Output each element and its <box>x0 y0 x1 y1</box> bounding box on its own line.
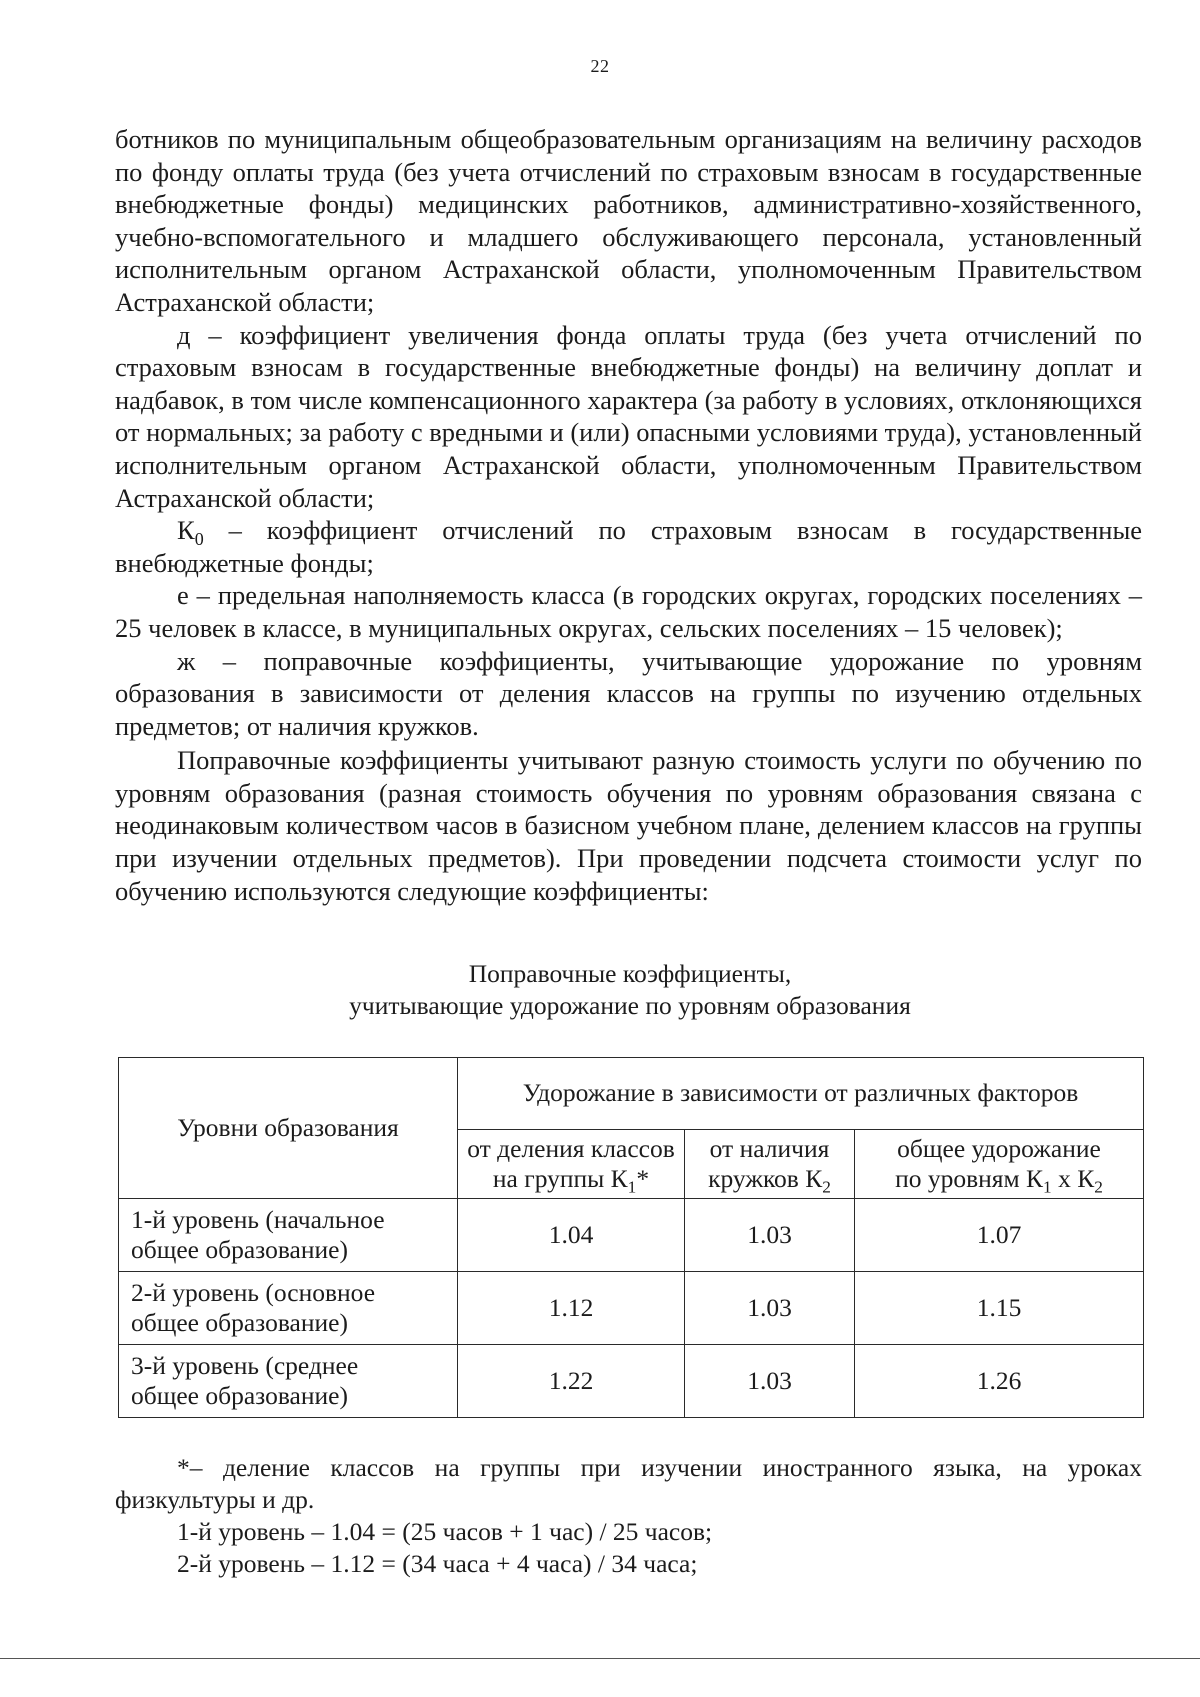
row-k2: 1.03 <box>685 1345 855 1418</box>
coefficients-table <box>118 1057 1144 1418</box>
k0-definition: – коэффициент отчислений по страховым взносам в государственные внебюджетные фонды; <box>115 515 1143 578</box>
header-col-total: общее удорожание по уровням $К_1$ х $К_2$ <box>855 1129 1144 1199</box>
table-title-line1: Поправочные коэффициенты, <box>468 959 792 988</box>
row-level: 1-й уровень (начальное общее образование) <box>119 1199 458 1272</box>
table-header-row <box>119 1058 1144 1130</box>
paragraph-coef-e: е – предельная наполняемость класса (в городских округах, городских поселениях – 25 человек в классе, в муниципальных округах, сельских поселениях – 15 человек); <box>115 580 1142 643</box>
table-title <box>0 958 1200 1022</box>
table-row <box>119 1272 1144 1345</box>
page-bottom-divider <box>0 1658 1200 1659</box>
body-text <box>115 123 1142 907</box>
header-levels: Уровни образования <box>119 1058 458 1199</box>
k0-symbol-subscript: 0 <box>194 528 204 549</box>
paragraph-correction-coefs: Поправочные коэффициенты учитывают разную стоимость услуги по обучению по уровням образования (разная стоимость обучения по уровням образования связана с неодинаковым количеством часов в базисном учебном плане, делением классов на группы при изучении отдельных предметов). При проведении подсчета стоимости услуг по обучению используются следующие коэффициенты: <box>115 745 1142 906</box>
paragraph-coef-d: д – коэффициент увеличения фонда оплаты труда (без учета отчислений по страховым взносам в государственные внебюджетные фонды) на величину доплат и надбавок, в том числе компенсационного характера (за работу в условиях, отклоняющихся от нормальных; за работу с вредными и (или) опасными условиями труда), установленный исполнительным органом Астраханской области, уполномоченным Правительством Астраханской области; <box>115 319 1142 513</box>
row-level: 3-й уровень (среднее общее образование) <box>119 1345 458 1418</box>
row-level: 2-й уровень (основное общее образование) <box>119 1272 458 1345</box>
row-k1: 1.12 <box>458 1272 685 1345</box>
table-row <box>119 1345 1144 1418</box>
row-total: 1.26 <box>855 1345 1144 1418</box>
k0-symbol-base: К <box>177 515 195 546</box>
row-k1: 1.04 <box>458 1199 685 1272</box>
row-k2: 1.03 <box>685 1199 855 1272</box>
page-number: 22 <box>590 56 610 76</box>
paragraph-coef-k0 <box>115 514 1142 579</box>
table-title-line2: учитывающие удорожание по уровням образования <box>349 991 911 1020</box>
paragraph-continuation: ботников по муниципальным общеобразовательным организациям на величину расходов по фонду оплаты труда (без учета отчислений по страховым взносам в государственные внебюджетные фонды) медицинских работников, административно-хозяйственного, учебно-вспомогательного и младшего обслуживающего персонала, установленный исполнительным органом Астраханской области, уполномоченным Правительством Астраханской области; <box>115 124 1142 317</box>
footnote-asterisk: *– деление классов на группы при изучении иностранного языка, на уроках физкультуры и др. <box>115 1453 1142 1514</box>
header-col-groups: от деления классов на группы $К_1*$ <box>458 1129 685 1199</box>
header-factors: Удорожание в зависимости от различных факторов <box>458 1058 1144 1130</box>
footnote-level-2: 2-й уровень – 1.12 = (34 часа + 4 часа) / 34 часа; <box>177 1549 698 1578</box>
paragraph-coef-zh: ж – поправочные коэффициенты, учитывающие удорожание по уровням образования в зависимости от деления классов на группы по изучению отдельных предметов; от наличия кружков. <box>115 645 1142 741</box>
row-k1: 1.22 <box>458 1345 685 1418</box>
header-col-clubs: от наличия кружков $К_2$ <box>685 1129 855 1199</box>
footnotes <box>115 1452 1142 1580</box>
row-total: 1.15 <box>855 1272 1144 1345</box>
footnote-level-1: 1-й уровень – 1.04 = (25 часов + 1 час) / 25 часов; <box>177 1517 713 1546</box>
row-k2: 1.03 <box>685 1272 855 1345</box>
row-total: 1.07 <box>855 1199 1144 1272</box>
table-row <box>119 1199 1144 1272</box>
